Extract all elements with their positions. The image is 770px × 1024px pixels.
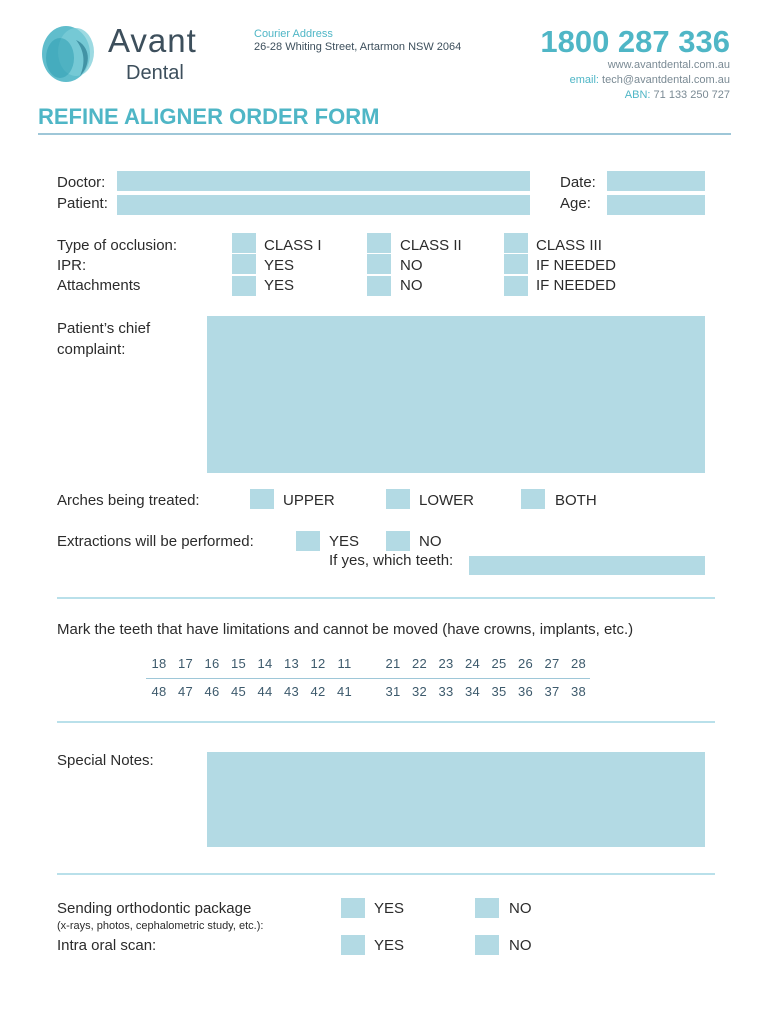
title-rule	[38, 133, 731, 135]
arch-lower-label: LOWER	[419, 492, 475, 509]
occlusion-label: Type of occlusion:	[57, 237, 178, 254]
extractions-label: Extractions will be performed:	[57, 533, 254, 550]
patient-field[interactable]	[117, 195, 530, 215]
arch-upper-label: UPPER	[283, 492, 335, 509]
package-yes-checkbox[interactable]	[341, 898, 365, 918]
scan-yes-checkbox[interactable]	[341, 935, 365, 955]
special-notes-textarea[interactable]	[207, 752, 705, 847]
phone-number: 1800 287 336	[540, 24, 730, 59]
occlusion-class-2-label: CLASS II	[400, 237, 462, 254]
tooth-number[interactable]: 44	[257, 684, 273, 699]
scan-yes-label: YES	[374, 937, 405, 954]
email-line	[570, 74, 730, 86]
arch-both-checkbox[interactable]	[521, 489, 545, 509]
arches-label: Arches being treated:	[57, 492, 200, 509]
tooth-number[interactable]: 43	[283, 684, 300, 699]
complaint-label-line2: complaint:	[57, 341, 126, 358]
package-label: Sending orthodontic package	[57, 900, 252, 917]
abn-line	[625, 89, 730, 101]
scan-no-label: NO	[509, 937, 532, 954]
doctor-label: Doctor:	[57, 174, 106, 191]
ipr-yes-checkbox[interactable]	[232, 254, 256, 274]
email-link[interactable]: tech@avantdental.com.au	[602, 74, 730, 86]
arch-lower-checkbox[interactable]	[386, 489, 410, 509]
date-field[interactable]	[607, 171, 705, 191]
extractions-no-checkbox[interactable]	[386, 531, 410, 551]
complaint-label-line1: Patient’s chief	[57, 320, 151, 337]
courier-address: 26-28 Whiting Street, Artarmon NSW 2064	[254, 41, 462, 53]
tooth-number[interactable]: 37	[544, 684, 560, 699]
which-teeth-field[interactable]	[469, 556, 705, 575]
tooth-number[interactable]: 36	[517, 684, 534, 699]
complaint-textarea[interactable]	[207, 316, 705, 473]
package-yes-label: YES	[374, 900, 405, 917]
extractions-yes-checkbox[interactable]	[296, 531, 320, 551]
section-divider	[57, 873, 715, 875]
tooth-number[interactable]: 16	[204, 656, 220, 671]
tooth-number[interactable]: 34	[464, 684, 481, 699]
abn-label: ABN:	[624, 89, 651, 101]
tooth-number[interactable]: 22	[411, 656, 428, 671]
attachments-no-checkbox[interactable]	[367, 276, 391, 296]
scan-label: Intra oral scan:	[57, 937, 157, 954]
tooth-number[interactable]: 31	[385, 684, 401, 699]
attachments-label: Attachments	[57, 277, 141, 294]
attachments-if-needed-checkbox[interactable]	[504, 276, 528, 296]
attachments-yes-checkbox[interactable]	[232, 276, 256, 296]
tooth-number[interactable]: 23	[438, 656, 454, 671]
tooth-number[interactable]: 28	[570, 656, 587, 671]
attachments-no-label: NO	[400, 277, 423, 294]
abn-value: 71 133 250 727	[653, 89, 730, 101]
tooth-number[interactable]: 13	[283, 656, 300, 671]
tooth-number[interactable]: 46	[204, 684, 220, 699]
tooth-number[interactable]: 38	[570, 684, 587, 699]
special-notes-label: Special Notes:	[57, 752, 154, 769]
tooth-number[interactable]: 18	[151, 656, 167, 671]
tooth-number[interactable]: 41	[336, 684, 353, 699]
tooth-number[interactable]: 32	[411, 684, 428, 699]
website-link[interactable]: www.avantdental.com.au	[607, 59, 730, 71]
extractions-no-label: NO	[419, 533, 442, 550]
tooth-number[interactable]: 35	[491, 684, 507, 699]
arch-upper-checkbox[interactable]	[250, 489, 274, 509]
attachments-if-needed-label: IF NEEDED	[536, 277, 617, 294]
occlusion-class-3-checkbox[interactable]	[504, 233, 528, 253]
scan-no-checkbox[interactable]	[475, 935, 499, 955]
logo-mark-icon	[40, 24, 98, 84]
tooth-number[interactable]: 42	[310, 684, 326, 699]
age-field[interactable]	[607, 195, 705, 215]
teeth-instruction: Mark the teeth that have limitations and cannot be moved (have crowns, implants, etc.)	[57, 621, 634, 638]
courier-label: Courier Address	[254, 28, 333, 40]
tooth-number[interactable]: 25	[491, 656, 507, 671]
tooth-number[interactable]: 21	[385, 656, 401, 671]
ipr-label: IPR:	[57, 257, 87, 274]
form-title: REFINE ALIGNER ORDER FORM	[38, 104, 380, 129]
arch-both-label: BOTH	[555, 492, 597, 509]
tooth-number[interactable]: 33	[438, 684, 454, 699]
ipr-if-needed-label: IF NEEDED	[536, 257, 617, 274]
date-label: Date:	[560, 174, 596, 191]
tooth-number[interactable]: 48	[151, 684, 167, 699]
brand-sub: Dental	[126, 62, 184, 84]
tooth-number[interactable]: 12	[310, 656, 326, 671]
tooth-number[interactable]: 45	[230, 684, 247, 699]
extractions-yes-label: YES	[329, 533, 360, 550]
tooth-number[interactable]: 27	[544, 656, 560, 671]
tooth-number[interactable]: 17	[177, 656, 194, 671]
tooth-number[interactable]: 14	[257, 656, 273, 671]
package-no-checkbox[interactable]	[475, 898, 499, 918]
ipr-no-label: NO	[400, 257, 423, 274]
patient-label: Patient:	[57, 195, 108, 212]
tooth-number[interactable]: 15	[230, 656, 247, 671]
tooth-number[interactable]: 24	[464, 656, 481, 671]
ipr-yes-label: YES	[264, 257, 295, 274]
age-label: Age:	[560, 195, 591, 212]
attachments-yes-label: YES	[264, 277, 295, 294]
email-label: email:	[569, 74, 599, 86]
which-teeth-label: If yes, which teeth:	[329, 552, 454, 569]
tooth-number[interactable]: 26	[517, 656, 534, 671]
occlusion-class-1-checkbox[interactable]	[232, 233, 256, 253]
ipr-no-checkbox[interactable]	[367, 254, 391, 274]
section-divider	[57, 597, 715, 599]
teeth-midline	[146, 678, 590, 679]
brand-name: Avant	[108, 22, 197, 59]
logo	[40, 24, 230, 86]
tooth-number[interactable]: 47	[177, 684, 194, 699]
occlusion-class-1-label: CLASS I	[264, 237, 322, 254]
occlusion-class-3-label: CLASS III	[536, 237, 602, 254]
tooth-number[interactable]: 11	[337, 656, 352, 671]
ipr-if-needed-checkbox[interactable]	[504, 254, 528, 274]
package-no-label: NO	[509, 900, 532, 917]
section-divider	[57, 721, 715, 723]
doctor-field[interactable]	[117, 171, 530, 191]
occlusion-class-2-checkbox[interactable]	[367, 233, 391, 253]
package-sublabel: (x-rays, photos, cephalometric study, etc.):	[57, 920, 264, 932]
